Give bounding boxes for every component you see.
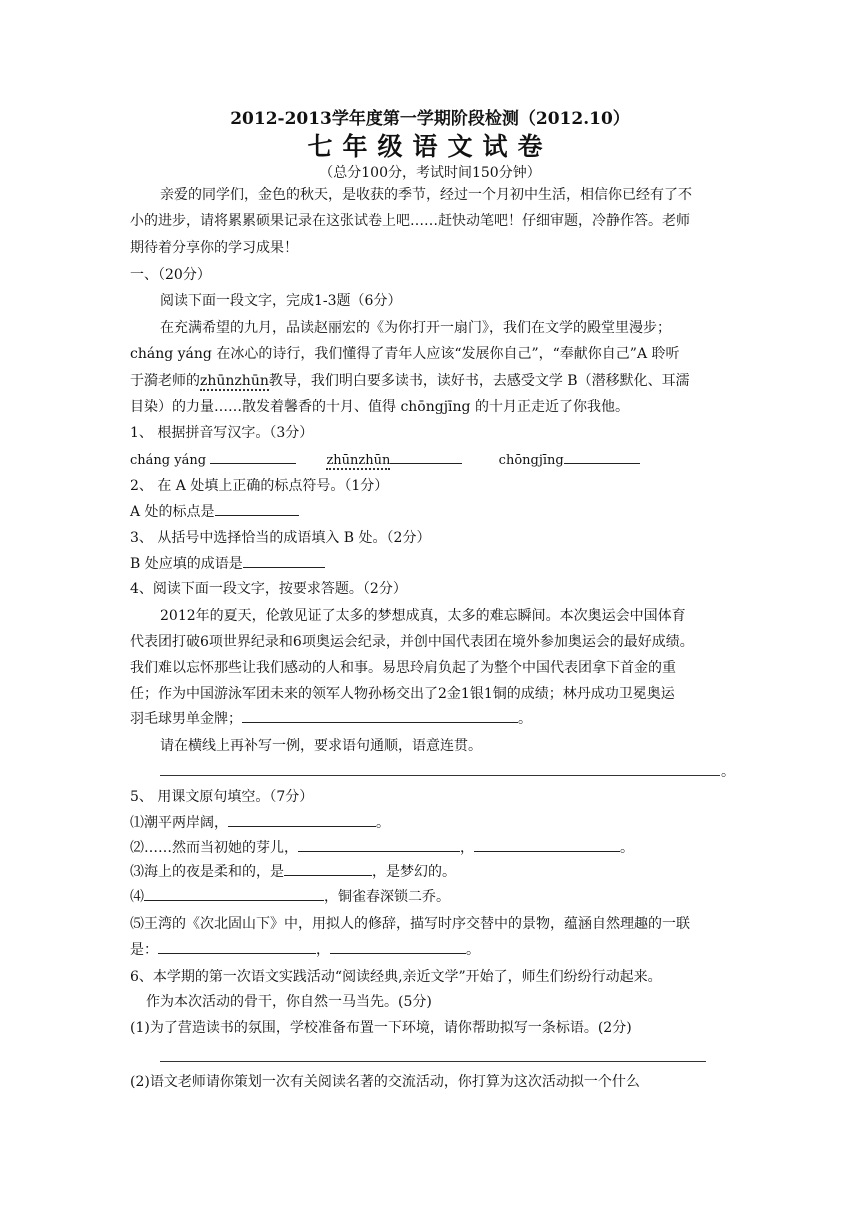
passage1-line3-rest: 教导，我们明白要多读书，读好书，去感受文学 B（潜移默化、耳濡 — [268, 373, 690, 389]
q4-answer-blank[interactable] — [242, 708, 518, 723]
passage1-line3-prefix: 于漪老师的 — [130, 373, 200, 389]
q2-stem: 2、 在 A 处填上正确的标点符号。（1分） — [130, 478, 389, 494]
q1-pinyin-1: cháng yáng — [130, 453, 207, 468]
q5-period-3: 。 — [466, 942, 480, 958]
q3-stem: 3、 从括号中选择恰当的成语填入 B 处。（2分） — [130, 530, 431, 546]
q1-blank-1[interactable] — [210, 449, 296, 464]
q4-passage-line-2: 代表团打破6项世界纪录和6项奥运会纪录，并创中国代表团在境外参加奥运会的最好成绩。 — [130, 634, 694, 650]
q5-line6-prefix: 是： — [130, 942, 158, 958]
q5-blank-1[interactable] — [228, 812, 376, 827]
q6-stem: 6、本学期的第一次语文实践活动“阅读经典,亲近文学”开始了，师生们纷纷行动起来。 — [130, 969, 662, 985]
q1-blank-2[interactable] — [390, 449, 462, 464]
q2-answer-blank[interactable] — [215, 501, 299, 516]
q5-line-5: ⑸王湾的《次北固山下》中，用拟人的修辞，描写时序交替中的景物，蕴涵自然理趣的一联 — [130, 916, 690, 932]
q5-blank-7[interactable] — [330, 939, 466, 954]
q5-line3-tail: ，是梦幻的。 — [372, 864, 456, 880]
q4-period-2: 。 — [721, 764, 735, 780]
q5-line2-comma: ， — [460, 840, 474, 856]
q2-answer-row — [130, 501, 730, 523]
q4-passage-line-4: 任；作为中国游泳军团未来的领军人物孙杨交出了2金1银1铜的成绩；林丹成功卫冕奥运 — [130, 686, 675, 702]
q3-answer-blank[interactable] — [243, 553, 325, 568]
q5-line1-text: ⑴潮平两岸阔， — [130, 815, 228, 831]
q5-line4-tail: ，铜雀春深锁二乔。 — [324, 889, 450, 905]
q5-line4-prefix: ⑷ — [130, 889, 144, 905]
passage1-line-1: 在充满希望的九月，品读赵丽宏的《为你打开一扇门》，我们在文学的殿堂里漫步； — [160, 320, 671, 336]
q6-sub1-answer-line[interactable] — [160, 1061, 706, 1062]
q5-blank-5[interactable] — [144, 886, 324, 901]
q5-period-2: 。 — [620, 840, 634, 856]
intro-line-3: 期待着分享你的学习成果！ — [130, 240, 298, 256]
q5-line2-text: ⑵……然而当初她的芽儿， — [130, 840, 298, 856]
q2-answer-label: A 处的标点是 — [130, 504, 215, 520]
q5-line-2 — [130, 837, 730, 859]
section1-instruction: 阅读下面一段文字，完成1-3题（6分） — [160, 293, 402, 309]
q6-sub1: (1)为了营造读书的氛围，学校准备布置一下环境，请你帮助拟写一条标语。(2分) — [130, 1020, 632, 1036]
section1-heading: 一、（20分） — [130, 267, 211, 283]
exam-subtitle: （总分100分，考试时间150分钟） — [319, 165, 541, 181]
q5-stem: 5、 用课文原句填空。（7分） — [130, 789, 314, 805]
q5-line-6 — [130, 939, 730, 961]
q3-answer-label: B 处应填的成语是 — [130, 556, 243, 572]
q5-blank-6[interactable] — [158, 939, 316, 954]
q1-answer-row — [130, 449, 730, 472]
q5-line-3 — [130, 861, 730, 883]
q5-blank-4[interactable] — [284, 861, 372, 876]
q4-passage-line-5 — [130, 708, 730, 730]
q5-line-4 — [130, 886, 730, 908]
q4-instruction: 请在横线上再补写一例，要求语句通顺，语意连贯。 — [160, 738, 482, 754]
passage1-line-2: cháng yáng 在冰心的诗行，我们懂得了青年人应该“发展你自己”，“奉献你自己”A 聆听 — [130, 346, 680, 362]
intro-line-1: 亲爱的同学们，金色的秋天，是收获的季节，经过一个月初中生活，相信你已经有了不 — [160, 187, 692, 203]
exam-title-line2: 七年级语文试卷 — [307, 132, 553, 161]
q6-line-2: 作为本次活动的骨干，你自然一马当先。(5分) — [146, 994, 432, 1010]
q6-sub2: (2)语文老师请你策划一次有关阅读名著的交流活动，你打算为这次活动拟一个什么 — [130, 1074, 640, 1090]
q5-line3-text: ⑶海上的夜是柔和的，是 — [130, 864, 284, 880]
q5-line6-comma: ， — [316, 942, 330, 958]
q5-blank-3[interactable] — [474, 837, 620, 852]
q5-blank-2[interactable] — [298, 837, 460, 852]
q1-pinyin-2: zhūnzhūn — [326, 453, 391, 468]
q4-stem: 4、阅读下面一段文字，按要求答题。（2分） — [130, 581, 407, 597]
q4-answer-line[interactable] — [160, 775, 720, 776]
q1-stem: 1、 根据拼音写汉字。（3分） — [130, 425, 314, 441]
passage1-line-4: 目染）的力量……散发着馨香的十月、值得 chōngjīng 的十月正走近了你我他。 — [130, 399, 629, 415]
q4-passage-line-1: 2012年的夏天，伦敦见证了太多的梦想成真，太多的难忘瞬间。本次奥运会中国体育 — [160, 608, 686, 624]
q1-blank-3[interactable] — [564, 449, 640, 464]
intro-line-2: 小的进步，请将累累硕果记录在这张试卷上吧……赶快动笔吧！仔细审题，冷静作答。老师 — [130, 213, 690, 229]
q4-period-1: 。 — [518, 711, 532, 727]
exam-title-line1: 2012-2013学年度第一学期阶段检测（2012.10） — [230, 109, 630, 129]
passage1-pinyin-dotted: zhūnzhūn — [200, 373, 269, 389]
q5-line-1 — [130, 812, 730, 834]
q4-passage-line-3: 我们难以忘怀那些让我们感动的人和事。易思玲肩负起了为整个中国代表团拿下首金的重 — [130, 660, 676, 676]
q4-passage-line5-text: 羽毛球男单金牌； — [130, 711, 242, 727]
q3-answer-row — [130, 553, 730, 575]
q5-period-1: 。 — [376, 815, 390, 831]
q1-pinyin-3: chōngjīng — [498, 453, 564, 468]
passage1-line-3 — [130, 370, 730, 392]
